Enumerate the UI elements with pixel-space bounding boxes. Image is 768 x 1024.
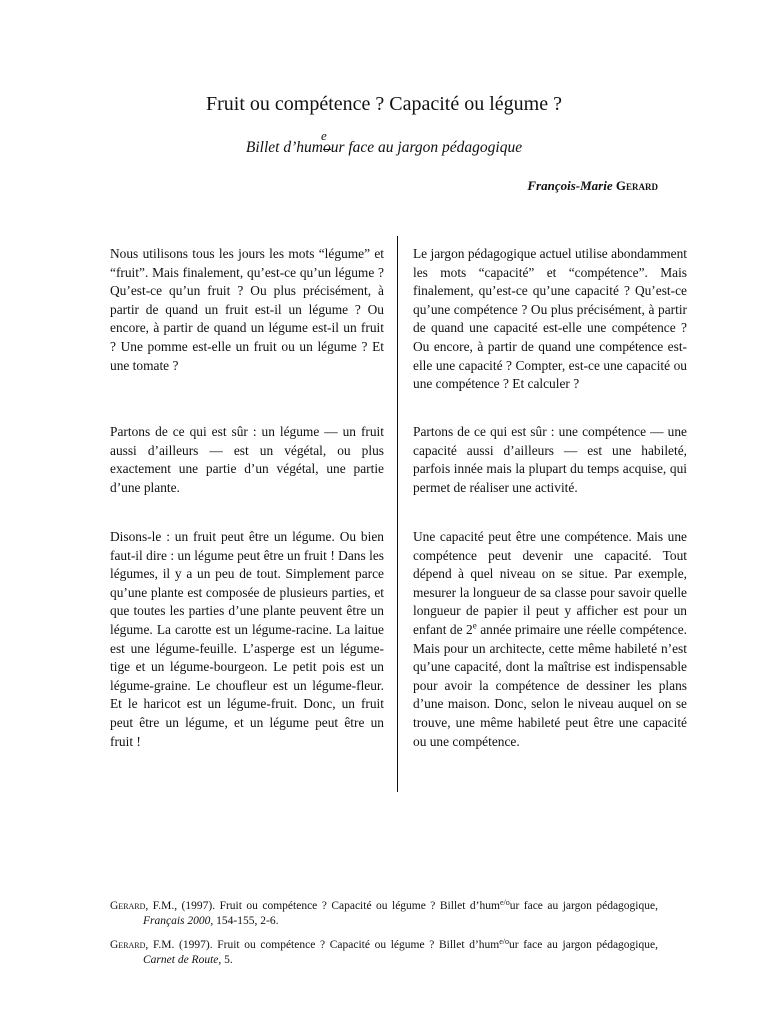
reference-text-2: ur face au jargon pédagogique, [509, 900, 658, 912]
author-name [527, 178, 658, 194]
reference-text: , F.M. (1997). Fruit ou compétence ? Capacité ou légume ? Billet d’hum [145, 939, 500, 951]
right-paragraph-1: Le jargon pédagogique actuel utilise abondamment les mots “capacité” et “compétence”. Mais finalement, qu’est-ce qu’une capacité ? Qu’est-ce qu’une compétence ? Ou plus précisément, à partir de quand une capacité est-elle une compétence ? Ou encore, à partir de quand une compétence est-elle une capacité ? Compter, est-ce une capacité ou une compétence ? Et calculer ? [413, 246, 687, 392]
reference-item [110, 934, 658, 968]
reference-correction: e/o [499, 898, 510, 907]
page-title: Fruit ou compétence ? Capacité ou légume ? [206, 93, 562, 115]
subtitle-part-1: Billet d’hum [245, 139, 323, 156]
reference-text: , F.M., (1997). Fruit ou compétence ? Capacité ou légume ? Billet d’hum [145, 900, 500, 912]
reference-author: Gerard [110, 939, 146, 951]
reference-author: Gerard [110, 900, 146, 912]
subtitle-inserted-letter: e [320, 128, 327, 143]
subtitle-struck-letter: o [322, 139, 331, 156]
right-paragraph-3 [413, 528, 687, 751]
reference-pages: 154-155, 2-6. [213, 915, 279, 927]
reference-pages: , 5. [218, 954, 233, 966]
right-paragraph-2: Partons de ce qui est sûr : une compétence — une capacité aussi d’ailleurs — est une habileté, parfois innée mais la plupart du temps acquise, qui permet de réaliser une activité. [413, 424, 687, 495]
subtitle-part-2: ur face au jargon pédagogique [330, 139, 523, 156]
left-paragraph-1: Nous utilisons tous les jours les mots “légume” et “fruit”. Mais finalement, qu’est-ce qu’un légume ? Qu’est-ce qu’un fruit ? Ou plus précisément, à partir de quand un fruit est-il un légume ? Ou encore, à partir de quand un légume est-il un fruit ? Une pomme est-elle un fruit ou un légume ? Et une tomate ? [110, 246, 384, 373]
subtitle-correction [320, 128, 331, 158]
column-divider [397, 236, 398, 792]
left-paragraph-3: Disons-le : un fruit peut être un légume. Ou bien faut-il dire : un légume peut être un fruit ! Dans les légumes, il y a un peu de tout. Simplement parce qu’une plante est composée de plusieurs parties, et que toutes les parties d’une plante peuvent être un légume. La carotte est un légume-racine. La laitue est une légume-feuille. L’asperge est un légume-tige et un légume-bourgeon. Le petit pois est un légume-graine. Le choufleur est un légume-fleur. Et le haricot est un légume-fruit. Donc, un fruit peut être un légume, et un légume peut être un fruit ! [110, 529, 384, 749]
right-paragraph-3-start: Une capacité peut être une compétence. Mais une compétence peut devenir une capacité. Tout dépend à quel niveau on se situe. Par exemple, mesurer la longueur de sa classe pour savoir quelle longueur de papier il peut y afficher est pour un enfant de 2 [413, 529, 687, 637]
author-last-name: Gerard [615, 178, 658, 193]
reference-source: Français 2000, [143, 915, 214, 927]
reference-text-2: ur face au jargon pédagogique, [509, 939, 658, 951]
page-subtitle [0, 128, 768, 158]
right-paragraph-3-end: année primaire une réelle compétence. Mais pour un architecte, cette même habileté n’est qu’une capacité, dont la maîtrise est indispensable pour avoir la compétence de dessiner les plans d’une maison. Donc, selon le niveau auquel on se trouve, une même habileté peut être une capacité ou une compétence. [413, 621, 687, 749]
author-first-name: François-Marie [527, 178, 613, 193]
reference-item [110, 895, 658, 929]
left-paragraph-2: Partons de ce qui est sûr : un légume — un fruit aussi d’ailleurs — est un végétal, ou plus exactement une partie d’un végétal, une partie d’une plante. [110, 424, 384, 495]
ordinal-superscript: e [472, 620, 477, 631]
reference-source: Carnet de Route [143, 954, 219, 966]
reference-correction: e/o [499, 937, 509, 946]
references [110, 895, 658, 973]
